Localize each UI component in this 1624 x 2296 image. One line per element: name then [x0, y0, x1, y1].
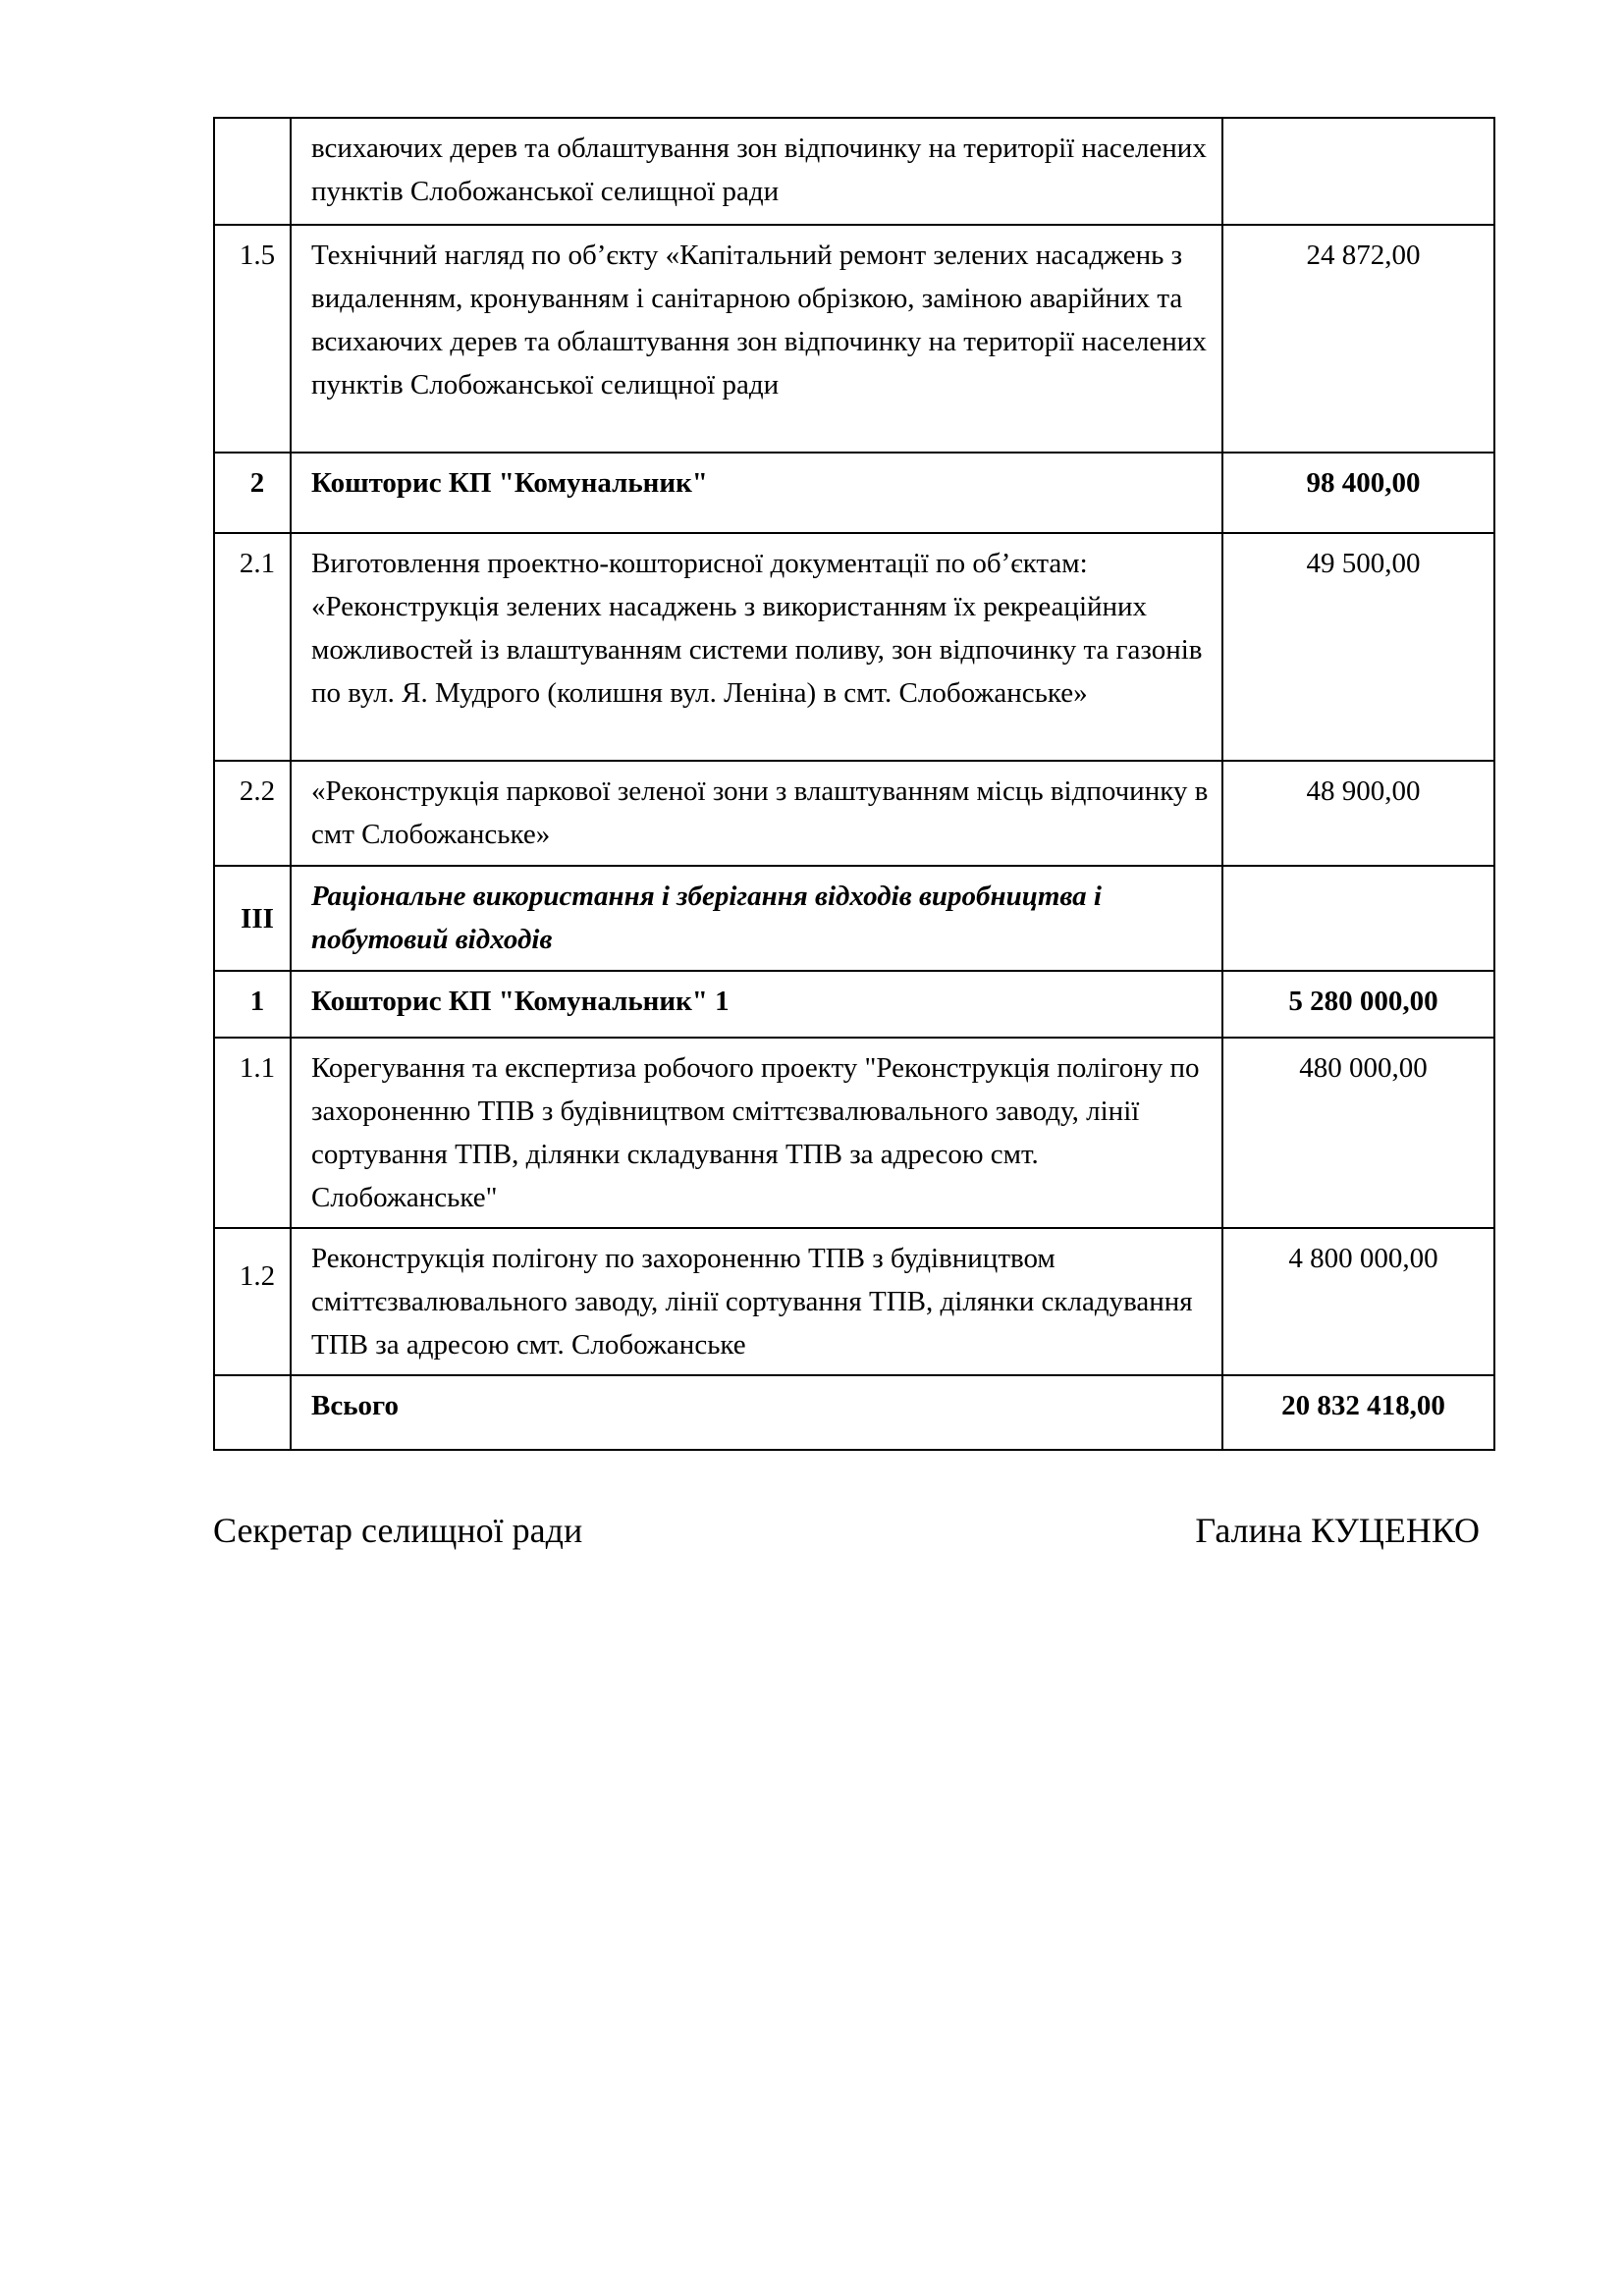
table-row: [214, 533, 1494, 761]
table-row: [214, 1038, 1494, 1228]
row-description: Реконструкція полігону по захороненню ТПВ з будівництвом сміттєзвалювального заводу, лінії сортування ТПВ, ділянки складування ТПВ за адресою смт. Слобожанське: [291, 1228, 1222, 1375]
signatory-position: Секретар селищної ради: [213, 1511, 583, 1550]
row-amount: 5 280 000,00: [1222, 971, 1494, 1038]
row-amount: 48 900,00: [1222, 761, 1494, 866]
row-number: 1.2: [214, 1228, 291, 1375]
row-number: 2: [214, 453, 291, 533]
total-label: Всього: [291, 1375, 1222, 1450]
total-row: [214, 1375, 1494, 1450]
row-amount: [1222, 118, 1494, 225]
signatory-name: Галина КУЦЕНКО: [1195, 1511, 1480, 1550]
row-number: 2.2: [214, 761, 291, 866]
row-description: Виготовлення проектно-кошторисної документації по об’єктам: «Реконструкція зелених насаджень з використанням їх рекреаційних можливостей із влаштуванням системи поливу, зон відпочинку та газонів по вул. Я. Мудрого (колишня вул. Леніна) в смт. Слобожанське»: [291, 533, 1222, 761]
row-description: всихаючих дерев та облаштування зон відпочинку на території населених пунктів Слобожанської селищної ради: [291, 118, 1222, 225]
section-row: [214, 866, 1494, 971]
row-description: Корегування та експертиза робочого проекту "Реконструкція полігону по захороненню ТПВ з будівництвом сміттєзвалювального заводу, лінії сортування ТПВ, ділянки складування ТПВ за адресою смт. Слобожанське": [291, 1038, 1222, 1228]
row-number: 1.1: [214, 1038, 291, 1228]
table-row: [214, 971, 1494, 1038]
table-row: [214, 453, 1494, 533]
section-title: Раціональне використання і зберігання відходів виробництва і побутовий відходів: [291, 866, 1222, 971]
row-description: Технічний нагляд по об’єкту «Капітальний ремонт зелених насаджень з видаленням, кронуванням і санітарною обрізкою, заміною аварійних та всихаючих дерев та облаштування зон відпочинку на території населених пунктів Слобожанської селищної ради: [291, 225, 1222, 453]
table-row: [214, 1228, 1494, 1375]
row-number: 1: [214, 971, 291, 1038]
row-number: [214, 1375, 291, 1450]
row-amount: [1222, 866, 1494, 971]
row-number: 2.1: [214, 533, 291, 761]
table-row: [214, 225, 1494, 453]
row-amount: 480 000,00: [1222, 1038, 1494, 1228]
row-description: Кошторис КП "Комунальник": [291, 453, 1222, 533]
row-amount: 98 400,00: [1222, 453, 1494, 533]
row-number: 1.5: [214, 225, 291, 453]
row-description: «Реконструкція паркової зеленої зони з влаштуванням місць відпочинку в смт Слобожанське»: [291, 761, 1222, 866]
row-description: Кошторис КП "Комунальник" 1: [291, 971, 1222, 1038]
budget-table: [213, 117, 1495, 1451]
row-number: [214, 118, 291, 225]
section-number: III: [214, 866, 291, 971]
row-amount: 49 500,00: [1222, 533, 1494, 761]
total-amount: 20 832 418,00: [1222, 1375, 1494, 1450]
table-row: [214, 761, 1494, 866]
row-amount: 4 800 000,00: [1222, 1228, 1494, 1375]
table-row: [214, 118, 1494, 225]
row-amount: 24 872,00: [1222, 225, 1494, 453]
